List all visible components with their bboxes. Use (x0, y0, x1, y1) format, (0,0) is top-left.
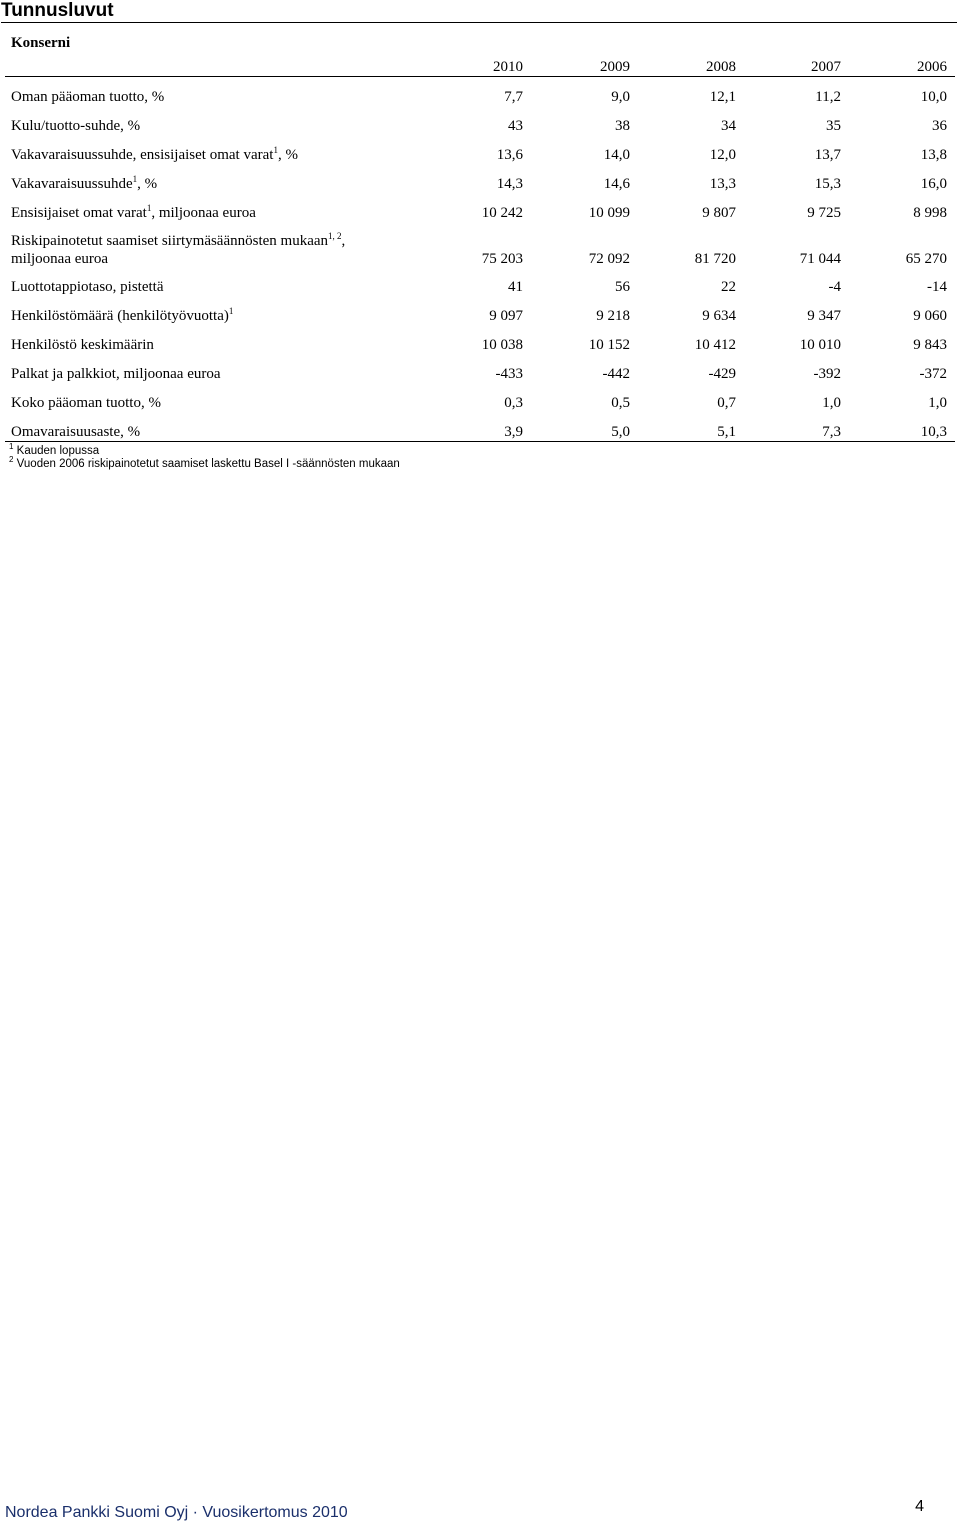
cell-value: 13,6 (496, 147, 523, 163)
cell-value: 13,8 (920, 147, 947, 163)
row-label: Luottotappiotaso, pistettä (11, 279, 164, 295)
cell-value: 9 843 (913, 337, 947, 353)
cell-value: 16,0 (920, 176, 947, 192)
table-bottom-rule (5, 441, 955, 442)
label-text: Ensisijaiset omat varat (11, 205, 147, 221)
cell-value: 9 218 (596, 308, 630, 324)
row-label: Oman pääoman tuotto, % (11, 89, 165, 105)
year-header: 2006 (917, 59, 947, 75)
cell-value: 10,0 (920, 89, 947, 105)
row-label (11, 233, 345, 250)
cell-value: 10 010 (799, 337, 841, 353)
cell-value: 10 412 (694, 337, 736, 353)
cell-value: 75 203 (481, 251, 523, 267)
label-text: Vakavaraisuussuhde, ensisijaiset omat varat (11, 147, 274, 163)
cell-value: -14 (927, 279, 947, 295)
cell-value: 10 152 (588, 337, 630, 353)
row-label (11, 176, 157, 193)
cell-value: 11,2 (815, 89, 841, 105)
footnote-text: Kauden lopussa (16, 445, 100, 457)
row-label (11, 308, 233, 325)
cell-value: 9 097 (489, 308, 523, 324)
footnotes (9, 442, 400, 471)
footer-publication: Nordea Pankki Suomi Oyj · Vuosikertomus 2010 (5, 1504, 348, 1521)
label-text: Riskipainotetut saamiset siirtymäsäännösten mukaan (11, 233, 329, 249)
cell-value: 43 (508, 118, 523, 134)
label-text: Henkilöstömäärä (henkilötyövuotta) (11, 308, 229, 324)
cell-value: 0,3 (504, 395, 523, 411)
footnote-number: 1 (9, 442, 14, 452)
footnote (9, 455, 400, 471)
cell-value: 72 092 (588, 251, 630, 267)
label-text: , miljoonaa euroa (151, 205, 256, 221)
cell-value: 7,3 (822, 424, 841, 440)
cell-value: 9 807 (702, 205, 736, 221)
cell-value: 41 (508, 279, 523, 295)
cell-value: 1,0 (822, 395, 841, 411)
footnote-ref: 1 (146, 203, 152, 213)
cell-value: 12,0 (709, 147, 736, 163)
section-heading: Konserni (11, 35, 71, 51)
cell-value: 1,0 (928, 395, 947, 411)
cell-value: 8 998 (913, 205, 947, 221)
label-text: , (341, 233, 346, 249)
cell-value: 5,0 (611, 424, 630, 440)
cell-value: -429 (708, 366, 736, 382)
cell-value: 13,3 (709, 176, 736, 192)
footnote-number: 2 (9, 455, 14, 465)
cell-value: 10 099 (588, 205, 630, 221)
cell-value: 15,3 (814, 176, 841, 192)
cell-value: 14,0 (603, 147, 630, 163)
cell-value: 7,7 (504, 89, 523, 105)
label-text: Vakavaraisuussuhde (11, 176, 133, 192)
cell-value: 22 (721, 279, 736, 295)
cell-value: 38 (615, 118, 630, 134)
row-label (11, 205, 256, 222)
label-text: , % (277, 147, 298, 163)
label-text: , % (137, 176, 158, 192)
cell-value: 0,7 (717, 395, 736, 411)
footnote-ref: 1 (132, 174, 138, 184)
year-header: 2009 (600, 59, 630, 75)
cell-value: 3,9 (504, 424, 523, 440)
row-label (11, 147, 298, 164)
cell-value: -433 (495, 366, 523, 382)
cell-value: 9 060 (913, 308, 947, 324)
row-label: Henkilöstö keskimäärin (11, 337, 154, 353)
cell-value: 13,7 (814, 147, 841, 163)
cell-value: 14,3 (496, 176, 523, 192)
row-label: Kulu/tuotto-suhde, % (11, 118, 141, 134)
row-label-continued: miljoonaa euroa (11, 251, 109, 267)
cell-value: -372 (919, 366, 947, 382)
cell-value: 9,0 (611, 89, 630, 105)
year-header: 2008 (706, 59, 736, 75)
row-label: Palkat ja palkkiot, miljoonaa euroa (11, 366, 221, 382)
footnote-ref: 1 (273, 145, 278, 155)
cell-value: 9 347 (807, 308, 841, 324)
cell-value: 65 270 (905, 251, 947, 267)
cell-value: 35 (826, 118, 841, 134)
cell-value: 12,1 (709, 89, 736, 105)
cell-value: 9 725 (807, 205, 841, 221)
footnote-ref: 1 (228, 306, 234, 316)
page-title: Tunnusluvut (1, 0, 957, 23)
cell-value: 14,6 (603, 176, 630, 192)
cell-value: -4 (828, 279, 841, 295)
cell-value: 36 (932, 118, 947, 134)
cell-value: 0,5 (611, 395, 630, 411)
cell-value: -442 (602, 366, 630, 382)
cell-value: 81 720 (694, 251, 736, 267)
cell-value: 10 242 (481, 205, 523, 221)
year-header: 2007 (811, 59, 841, 75)
footnote-ref: 1, 2 (328, 231, 342, 241)
cell-value: 56 (615, 279, 630, 295)
row-label: Omavaraisuusaste, % (11, 424, 141, 440)
cell-value: 9 634 (702, 308, 736, 324)
year-header: 2010 (493, 59, 523, 75)
footnote (9, 442, 400, 458)
cell-value: -392 (813, 366, 841, 382)
cell-value: 71 044 (799, 251, 841, 267)
cell-value: 5,1 (717, 424, 736, 440)
footnote-text: Vuoden 2006 riskipainotetut saamiset laskettu Basel I -säännösten mukaan (16, 458, 400, 470)
row-label: Koko pääoman tuotto, % (11, 395, 161, 411)
cell-value: 10 038 (481, 337, 523, 353)
page-number: 4 (915, 1498, 924, 1515)
cell-value: 34 (721, 118, 736, 134)
table-top-rule (5, 76, 955, 77)
cell-value: 10,3 (920, 424, 947, 440)
